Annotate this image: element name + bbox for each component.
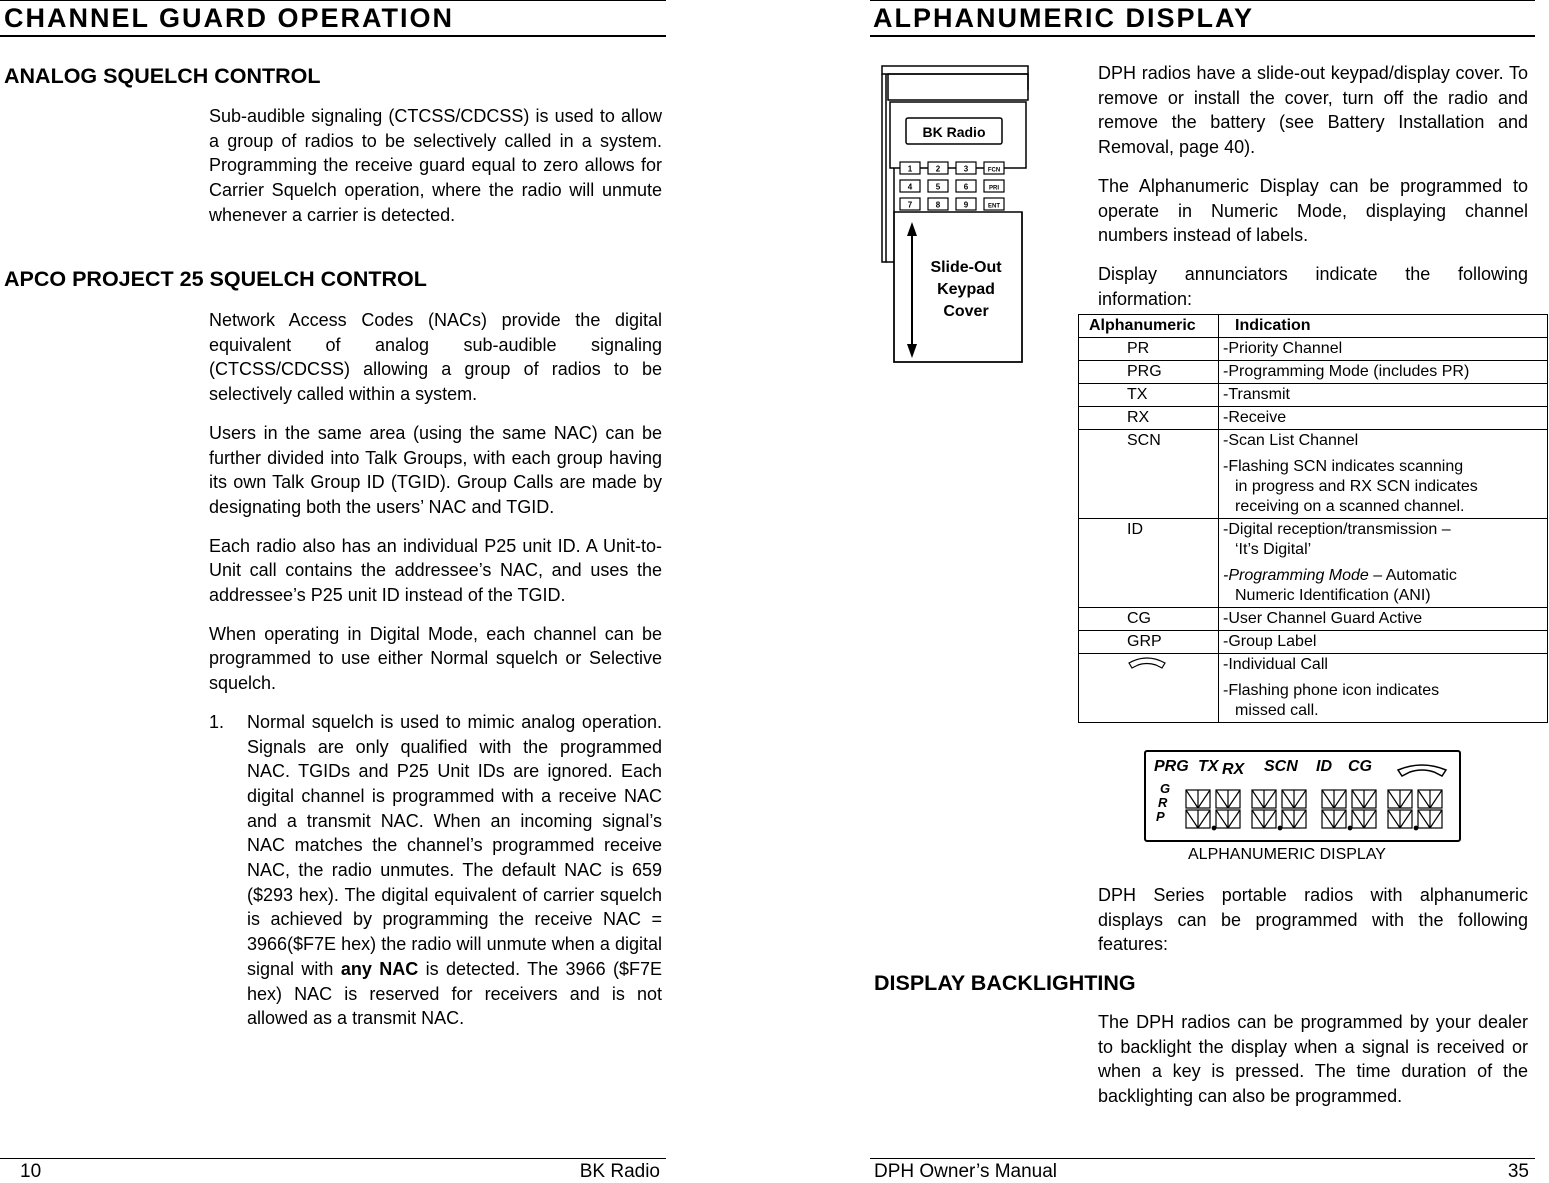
indication-line: Numeric Identification (ANI) bbox=[1235, 587, 1431, 604]
keypad-key-label: FCN bbox=[987, 167, 1001, 174]
indication-line: -User Channel Guard Active bbox=[1223, 610, 1423, 627]
backlighting-text bbox=[1098, 1010, 1528, 1109]
header-rule bbox=[0, 0, 666, 1]
indication-line: -Programming Mode – Automatic bbox=[1223, 567, 1457, 584]
display-intro-text bbox=[1098, 61, 1528, 311]
lcd-digit-cell bbox=[1322, 790, 1346, 808]
phone-icon bbox=[1127, 655, 1167, 673]
indication-line: -Transmit bbox=[1223, 386, 1290, 403]
indication-line: -Group Label bbox=[1223, 633, 1317, 650]
list-text-part: is detected. The 3966 ($F7E hex) NAC is reserved for receivers and is not allowed as a transmit NAC. bbox=[247, 958, 662, 1029]
cover-top-rail bbox=[882, 66, 1028, 74]
lcd-annunciator: PRG bbox=[1154, 758, 1189, 775]
display-features-text bbox=[1098, 883, 1528, 957]
radio-brand-label: BK Radio bbox=[922, 124, 986, 140]
lcd-graphic bbox=[1146, 752, 1459, 840]
indication-line: in progress and RX SCN indicates bbox=[1235, 478, 1478, 495]
table-row bbox=[1079, 654, 1548, 723]
footer-brand: BK Radio bbox=[579, 1161, 660, 1182]
radio-keypad-illustration bbox=[878, 62, 1044, 372]
indication-line: -Flashing SCN indicates scanning bbox=[1223, 458, 1464, 475]
keypad-key-label: 2 bbox=[935, 164, 941, 174]
paragraph: Each radio also has an individual P25 unit ID. A Unit-to-Unit call contains the addressee’s NAC, and uses the addressee’s P25 unit ID instead of the TGID. bbox=[209, 535, 662, 606]
analog-squelch-text bbox=[209, 104, 662, 228]
keypad-keys bbox=[900, 162, 1004, 210]
lcd-digit-cell bbox=[1216, 810, 1240, 828]
lcd-digit-cell bbox=[1252, 790, 1276, 808]
keypad-key-label: 8 bbox=[935, 200, 941, 210]
lcd-digit-cell bbox=[1186, 790, 1210, 808]
lcd-grp-letter: R bbox=[1158, 795, 1168, 810]
table-cell-indication bbox=[1219, 361, 1548, 384]
table-cell-indication bbox=[1219, 519, 1548, 608]
table-cell-indication bbox=[1219, 407, 1548, 430]
table-row bbox=[1079, 608, 1548, 631]
table-cell-code: RX bbox=[1079, 407, 1219, 430]
lcd-decimal-point bbox=[1348, 826, 1352, 830]
table-cell-code: CG bbox=[1079, 608, 1219, 631]
lcd-digit-cell bbox=[1352, 790, 1376, 808]
lcd-annunciator: SCN bbox=[1264, 758, 1298, 775]
table-cell-code: TX bbox=[1079, 384, 1219, 407]
indication-line: -Programming Mode (includes PR) bbox=[1223, 363, 1470, 380]
indication-line: -Flashing phone icon indicates bbox=[1223, 682, 1440, 699]
indication-line: ‘It’s Digital’ bbox=[1235, 541, 1312, 558]
lcd-digit-cell bbox=[1388, 810, 1412, 828]
lcd-digit-segments bbox=[1186, 790, 1442, 830]
keypad-key-label: 4 bbox=[907, 182, 913, 192]
table-cell-indication bbox=[1219, 608, 1548, 631]
cover-label-line: Cover bbox=[943, 303, 989, 320]
keypad-key-label: PRI bbox=[988, 185, 1000, 192]
table-cell-code bbox=[1079, 654, 1219, 723]
slide-arrow-down-head bbox=[907, 344, 917, 358]
lcd-display bbox=[1144, 750, 1461, 842]
lcd-digit-cell bbox=[1252, 810, 1276, 828]
annunciator-table bbox=[1078, 314, 1548, 723]
keypad-key-label: 7 bbox=[907, 200, 913, 210]
left-page bbox=[0, 0, 666, 1180]
paragraph: The DPH radios can be programmed by your dealer to backlight the display when a signal is received or when a key is pressed. The time duration of the backlighting can also be programmed. bbox=[1098, 1012, 1528, 1107]
lcd-annunciators bbox=[1154, 758, 1372, 778]
lcd-grp-letter: P bbox=[1156, 809, 1165, 824]
table-cell-indication bbox=[1219, 338, 1548, 361]
lcd-digit-cell bbox=[1216, 790, 1240, 808]
right-page bbox=[870, 0, 1549, 1180]
footer-page-number: 35 bbox=[1507, 1161, 1529, 1182]
table-row bbox=[1079, 519, 1548, 608]
indication-line: missed call. bbox=[1235, 702, 1319, 719]
apco-p25-text bbox=[209, 308, 662, 1031]
page-title: ALPHANUMERIC DISPLAY bbox=[873, 3, 1255, 33]
indication-line: -Individual Call bbox=[1223, 656, 1328, 673]
lcd-digit-cell bbox=[1418, 810, 1442, 828]
title-rule bbox=[0, 35, 666, 37]
indication-line: -Scan List Channel bbox=[1223, 432, 1359, 449]
section-heading-analog-squelch: ANALOG SQUELCH CONTROL bbox=[4, 64, 321, 88]
cover-top-window bbox=[888, 74, 1028, 100]
lcd-digit-cell bbox=[1282, 810, 1306, 828]
paragraph: Display annunciators indicate the following information: bbox=[1098, 263, 1528, 309]
table-row bbox=[1079, 361, 1548, 384]
list-item bbox=[209, 710, 662, 1031]
header-rule bbox=[870, 0, 1535, 1]
cover-label-line: Slide-Out bbox=[930, 259, 1002, 276]
keypad-key-label: ENT bbox=[988, 203, 1000, 210]
paragraph: DPH radios have a slide-out keypad/display cover. To remove or install the cover, turn off the radio and remove the battery (see Battery Installation and Removal, page 40). bbox=[1098, 63, 1528, 158]
paragraph: When operating in Digital Mode, each channel can be programmed to use either Normal squelch or Selective squelch. bbox=[209, 623, 662, 694]
lcd-annunciator: RX bbox=[1222, 761, 1245, 778]
paragraph: Users in the same area (using the same NAC) can be further divided into Talk Groups, with each group having its own Talk Group ID (TGID). Group Calls are made by designating both the users’ NAC and TGID. bbox=[209, 422, 662, 517]
indication-italic: -Programming Mode bbox=[1223, 567, 1374, 584]
keypad-key-label: 6 bbox=[963, 182, 969, 192]
list-text-bold: any NAC bbox=[340, 958, 419, 979]
section-heading-backlighting: DISPLAY BACKLIGHTING bbox=[874, 971, 1136, 995]
title-rule bbox=[870, 35, 1535, 37]
lcd-digit-cell bbox=[1352, 810, 1376, 828]
lcd-decimal-point bbox=[1212, 826, 1216, 830]
table-cell-indication bbox=[1219, 631, 1548, 654]
lcd-grp-letters bbox=[1156, 781, 1170, 824]
table-cell-code: PR bbox=[1079, 338, 1219, 361]
indication-line: -Receive bbox=[1223, 409, 1287, 426]
paragraph: The Alphanumeric Display can be programmed to operate in Numeric Mode, displaying channel numbers instead of labels. bbox=[1098, 175, 1528, 246]
list-text-part: Normal squelch is used to mimic analog operation. Signals are only qualified with the programmed NAC. TGIDs and P25 Unit IDs are ignored. Each digital channel is programmed with a receive NAC and a transmit NAC. When an incoming signal’s NAC matches the channel’s programmed receive NAC, the radio unmutes. The default NAC is 659 ($293 hex). The digital equivalent of carrier squelch is achieved by programming the receive NAC = 3966($F7E hex) the radio will unmute when a digital signal with bbox=[247, 711, 662, 979]
table-cell-code: SCN bbox=[1079, 430, 1219, 519]
paragraph: Sub-audible signaling (CTCSS/CDCSS) is used to allow a group of radios to be selectively called in a system. Programming the receive guard equal to zero allows for Carrier Squelch operation, where the radio will unmute whenever a carrier is detected. bbox=[209, 106, 662, 225]
table-cell-code: ID bbox=[1079, 519, 1219, 608]
lcd-decimal-point bbox=[1278, 826, 1282, 830]
table-header-alphanumeric: Alphanumeric bbox=[1079, 315, 1219, 338]
table-cell-indication bbox=[1219, 654, 1548, 723]
list-number: 1. bbox=[209, 711, 225, 732]
table-row bbox=[1079, 407, 1548, 430]
lcd-digit-cell bbox=[1418, 790, 1442, 808]
paragraph: Network Access Codes (NACs) provide the digital equivalent of analog sub-audible signaling (CTCSS/CDCSS) allowing a group of radios to be selectively called within a system. bbox=[209, 310, 662, 405]
indication-line: -Priority Channel bbox=[1223, 340, 1343, 357]
keypad-key-label: 9 bbox=[963, 200, 969, 210]
table-cell-code: GRP bbox=[1079, 631, 1219, 654]
lcd-annunciator: TX bbox=[1198, 758, 1219, 775]
phone-icon bbox=[1398, 765, 1446, 776]
keypad-key-label: 3 bbox=[963, 164, 969, 174]
table-row bbox=[1079, 338, 1548, 361]
footer-manual-name: DPH Owner’s Manual bbox=[874, 1161, 1058, 1182]
lcd-decimal-point bbox=[1414, 826, 1418, 830]
table-cell-code: PRG bbox=[1079, 361, 1219, 384]
keypad-key-label: 1 bbox=[907, 164, 913, 174]
footer-rule bbox=[0, 1158, 666, 1159]
lcd-digit-cell bbox=[1186, 810, 1210, 828]
table-row bbox=[1079, 384, 1548, 407]
table-row bbox=[1079, 631, 1548, 654]
cover-label-line: Keypad bbox=[937, 281, 995, 298]
table-row bbox=[1079, 430, 1548, 519]
keypad-key-label: 5 bbox=[935, 182, 941, 192]
lcd-digit-cell bbox=[1388, 790, 1412, 808]
table-cell-indication bbox=[1219, 430, 1548, 519]
lcd-annunciator: ID bbox=[1316, 758, 1332, 775]
footer-page-number: 10 bbox=[20, 1161, 42, 1182]
lcd-grp-letter: G bbox=[1160, 781, 1171, 796]
section-heading-apco-p25: APCO PROJECT 25 SQUELCH CONTROL bbox=[4, 267, 427, 291]
lcd-annunciator: CG bbox=[1348, 758, 1372, 775]
table-header-row bbox=[1079, 315, 1548, 338]
indication-line: receiving on a scanned channel. bbox=[1235, 498, 1465, 515]
indication-line: -Digital reception/transmission – bbox=[1223, 521, 1451, 538]
paragraph: DPH Series portable radios with alphanumeric displays can be programmed with the following features: bbox=[1098, 885, 1528, 955]
page-title: CHANNEL GUARD OPERATION bbox=[4, 3, 455, 33]
table-cell-indication bbox=[1219, 384, 1548, 407]
annunciator-table-body bbox=[1079, 338, 1548, 723]
lcd-caption: ALPHANUMERIC DISPLAY bbox=[1188, 846, 1386, 863]
lcd-digit-cell bbox=[1322, 810, 1346, 828]
list-text bbox=[247, 710, 662, 1031]
table-header-indication: Indication bbox=[1219, 315, 1548, 338]
lcd-digit-cell bbox=[1282, 790, 1306, 808]
footer-rule bbox=[870, 1158, 1535, 1159]
slide-arrow-up-head bbox=[907, 222, 917, 236]
